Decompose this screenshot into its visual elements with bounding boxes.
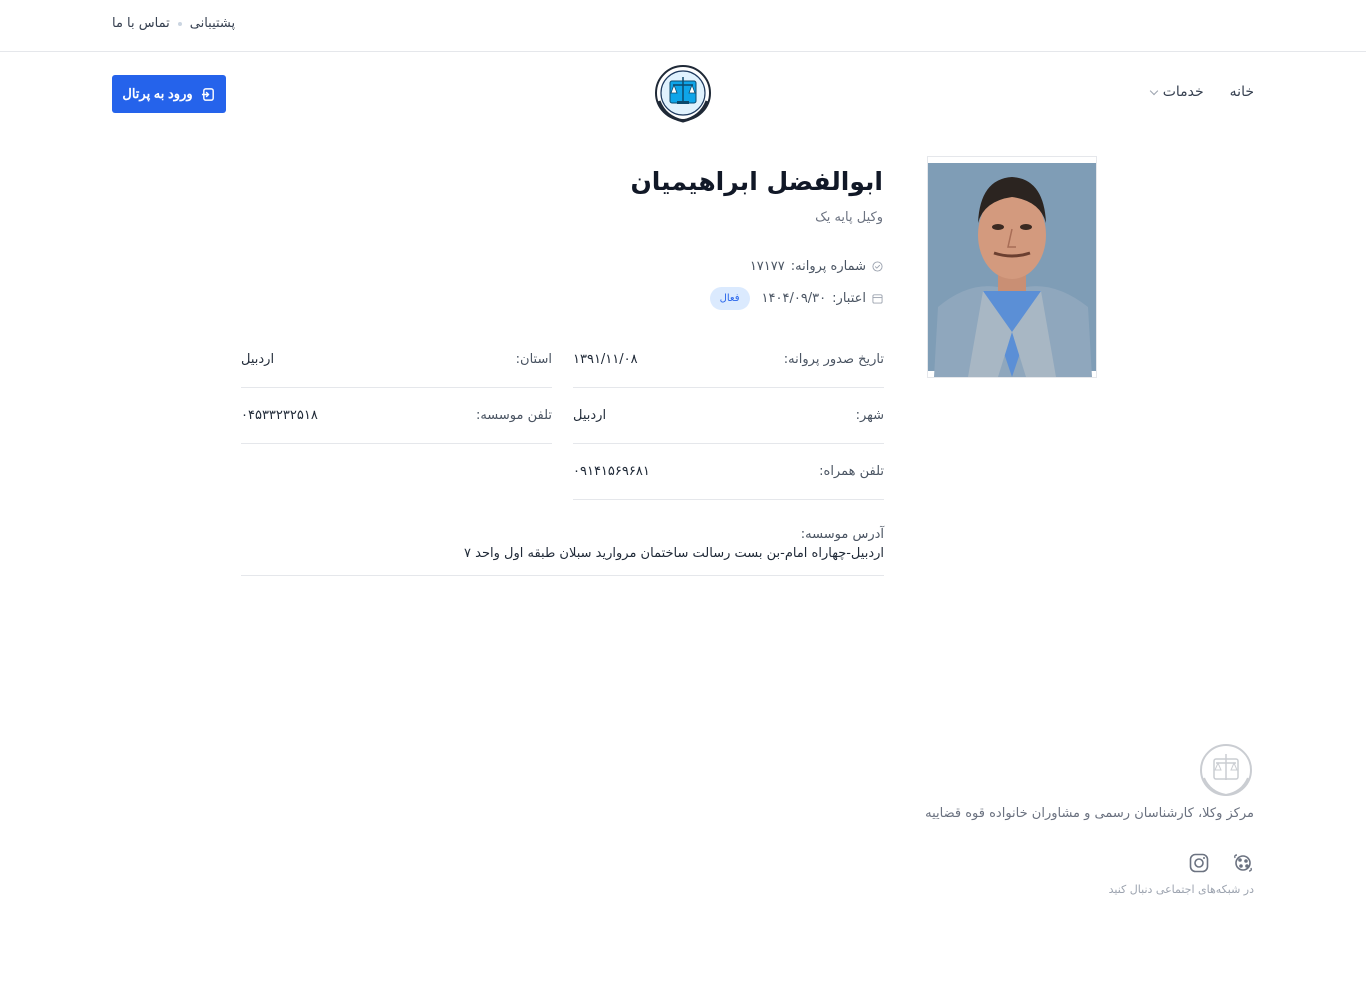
footer-logo (1198, 742, 1254, 798)
lawyer-photo (928, 157, 1096, 377)
license-row (750, 259, 883, 274)
address-label: آدرس موسسه: (800, 527, 884, 542)
judiciary-logo[interactable] (653, 63, 713, 125)
nav-home-label: خانه (1229, 84, 1254, 100)
calendar-icon (872, 293, 883, 304)
province-value: اردبیل (241, 352, 275, 367)
footer-follow-text: در شبکه‌های اجتماعی دنبال کنید (1108, 883, 1254, 896)
status-badge: فعال (710, 287, 750, 310)
office-phone-field (241, 408, 552, 444)
top-links (112, 16, 235, 31)
office-phone-value[interactable]: ۰۴۵۳۳۲۳۲۵۱۸ (241, 408, 318, 423)
office-phone-label: تلفن موسسه: (475, 408, 552, 423)
validity-date: ۱۴۰۴/۰۹/۳۰ (761, 291, 827, 306)
city-label: شهر: (855, 408, 884, 423)
portal-login-button[interactable] (112, 75, 226, 113)
login-icon (201, 87, 216, 102)
main-header (0, 52, 1366, 137)
nav-item-services[interactable] (1151, 84, 1204, 100)
footer-org-name: مرکز وکلا، کارشناسان رسمی و مشاوران خانواده قوه قضاییه (925, 806, 1254, 821)
lawyer-title: وکیل پایه یک (815, 210, 883, 225)
top-bar (0, 0, 1366, 52)
city-field (573, 408, 884, 444)
contact-us-link[interactable]: تماس با ما (112, 16, 170, 31)
issue-date-value: ۱۳۹۱/۱۱/۰۸ (573, 352, 638, 367)
city-value: اردبیل (573, 408, 607, 423)
portal-button-label: ورود به پرتال (122, 86, 193, 101)
support-link[interactable]: پشتیبانی (189, 16, 236, 31)
license-label: شماره پروانه: (790, 259, 866, 274)
issue-date-label: تاریخ صدور پروانه: (783, 352, 884, 367)
mobile-value[interactable]: ۰۹۱۴۱۵۶۹۶۸۱ (573, 464, 650, 479)
mobile-field (573, 464, 884, 500)
nav-item-home[interactable] (1230, 84, 1254, 100)
separator-dot (178, 22, 182, 26)
mobile-label: تلفن همراه: (819, 464, 884, 479)
instagram-icon[interactable] (1188, 852, 1210, 874)
chevron-down-icon (1149, 86, 1157, 94)
address-field (241, 527, 884, 576)
aparat-icon[interactable] (1232, 852, 1254, 874)
province-label: استان: (515, 352, 552, 367)
social-links (1188, 852, 1254, 874)
address-value: اردبیل-چهاراه امام-بن بست رسالت ساختمان مرواريد سبلان طبقه اول واحد ۷ (464, 546, 884, 561)
validity-row (710, 287, 883, 310)
nav-services-label: خدمات (1162, 84, 1204, 100)
issue-date-field (573, 352, 884, 388)
validity-label: اعتبار: (832, 291, 866, 306)
license-number: ۱۷۱۷۷ (749, 259, 785, 274)
province-field (241, 352, 552, 388)
check-circle-icon (872, 261, 883, 272)
lawyer-name: ابوالفضل ابراهیمیان (630, 167, 883, 196)
main-nav (1151, 84, 1254, 100)
